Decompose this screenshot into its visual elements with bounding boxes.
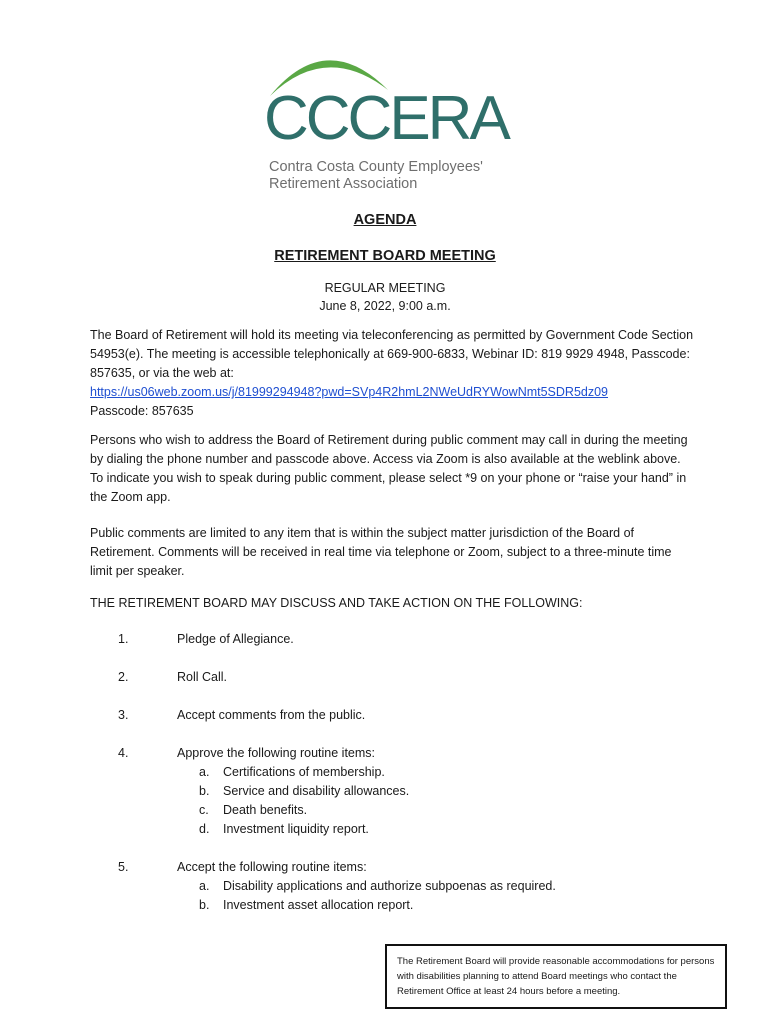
sub-item-letter: a.	[199, 765, 210, 779]
item-number: 1.	[118, 632, 129, 646]
agenda-item: Approve the following routine items:	[177, 746, 376, 760]
sub-item	[199, 803, 307, 817]
sub-item-letter: a.	[199, 879, 210, 893]
agenda-item: Pledge of Allegiance.	[177, 632, 294, 646]
intro-text: The Board of Retirement will hold its meeting via teleconferencing as permitted by Government Code Section 54953(e). The meeting is accessible telephonically at 669-900-6833, Webinar ID: 819 9929 4948, Passcode: 857635, or via the web at:	[90, 328, 694, 380]
sub-item-letter: b.	[199, 784, 210, 798]
public-comment-paragraph: Persons who wish to address the Board of Retirement during public comment may call in during the meeting by dialing the phone number and passcode above. Access via Zoom is also available at the weblink above. To indicate you wish to speak during public comment, please select *9 on your phone or “raise your hand” in the Zoom app.	[90, 433, 688, 504]
logo-org-line2: Retirement Association	[269, 176, 418, 192]
item-number: 2.	[118, 670, 129, 684]
agenda-item: Accept the following routine items:	[177, 860, 367, 874]
sub-item	[199, 822, 369, 836]
zoom-link[interactable]: https://us06web.zoom.us/j/81999294948?pwd=SVp4R2hmL2NWeUdRYWowNmt5SDR5dz09	[90, 385, 609, 399]
agenda-heading: AGENDA	[353, 212, 417, 228]
sub-item	[199, 879, 556, 893]
sub-item	[199, 765, 385, 779]
intro-passcode: Passcode: 857635	[90, 404, 194, 418]
sub-item-text: Investment asset allocation report.	[223, 898, 414, 912]
sub-item	[199, 784, 409, 798]
sub-item-text: Certifications of membership.	[223, 765, 385, 779]
accommodation-notice: The Retirement Board will provide reasonable accommodations for persons with disabilities planning to attend Board meetings who contact the Retirement Office at least 24 hours before a meeting.	[385, 944, 727, 1009]
comment-limits-paragraph: Public comments are limited to any item that is within the subject matter jurisdiction of the Board of Retirement. Comments will be received in real time via telephone or Zoom, subject to a three-minute time limit per speaker.	[90, 526, 672, 578]
sub-item-letter: c.	[199, 803, 209, 817]
item-number: 5.	[118, 860, 129, 874]
sub-item-letter: b.	[199, 898, 210, 912]
item-number: 3.	[118, 708, 129, 722]
sub-item-letter: d.	[199, 822, 210, 836]
sub-item-text: Investment liquidity report.	[223, 822, 369, 836]
logo-wordmark: CCCERA	[264, 84, 508, 153]
sub-item-text: Disability applications and authorize subpoenas as required.	[223, 879, 556, 893]
meeting-type: REGULAR MEETING	[324, 281, 446, 295]
agenda-item: Accept comments from the public.	[177, 708, 366, 722]
sub-item-text: Service and disability allowances.	[223, 784, 410, 798]
action-heading: THE RETIREMENT BOARD MAY DISCUSS AND TAKE ACTION ON THE FOLLOWING:	[90, 596, 583, 610]
sub-item	[199, 898, 413, 912]
intro-paragraph	[90, 326, 694, 421]
sub-item-text: Death benefits.	[223, 803, 308, 817]
agenda-item: Roll Call.	[177, 670, 228, 684]
meeting-title: RETIREMENT BOARD MEETING	[274, 248, 496, 264]
meeting-datetime: June 8, 2022, 9:00 a.m.	[319, 299, 451, 313]
logo-org-line1: Contra Costa County Employees'	[269, 159, 483, 175]
cccera-logo	[262, 46, 512, 196]
item-number: 4.	[118, 746, 129, 760]
